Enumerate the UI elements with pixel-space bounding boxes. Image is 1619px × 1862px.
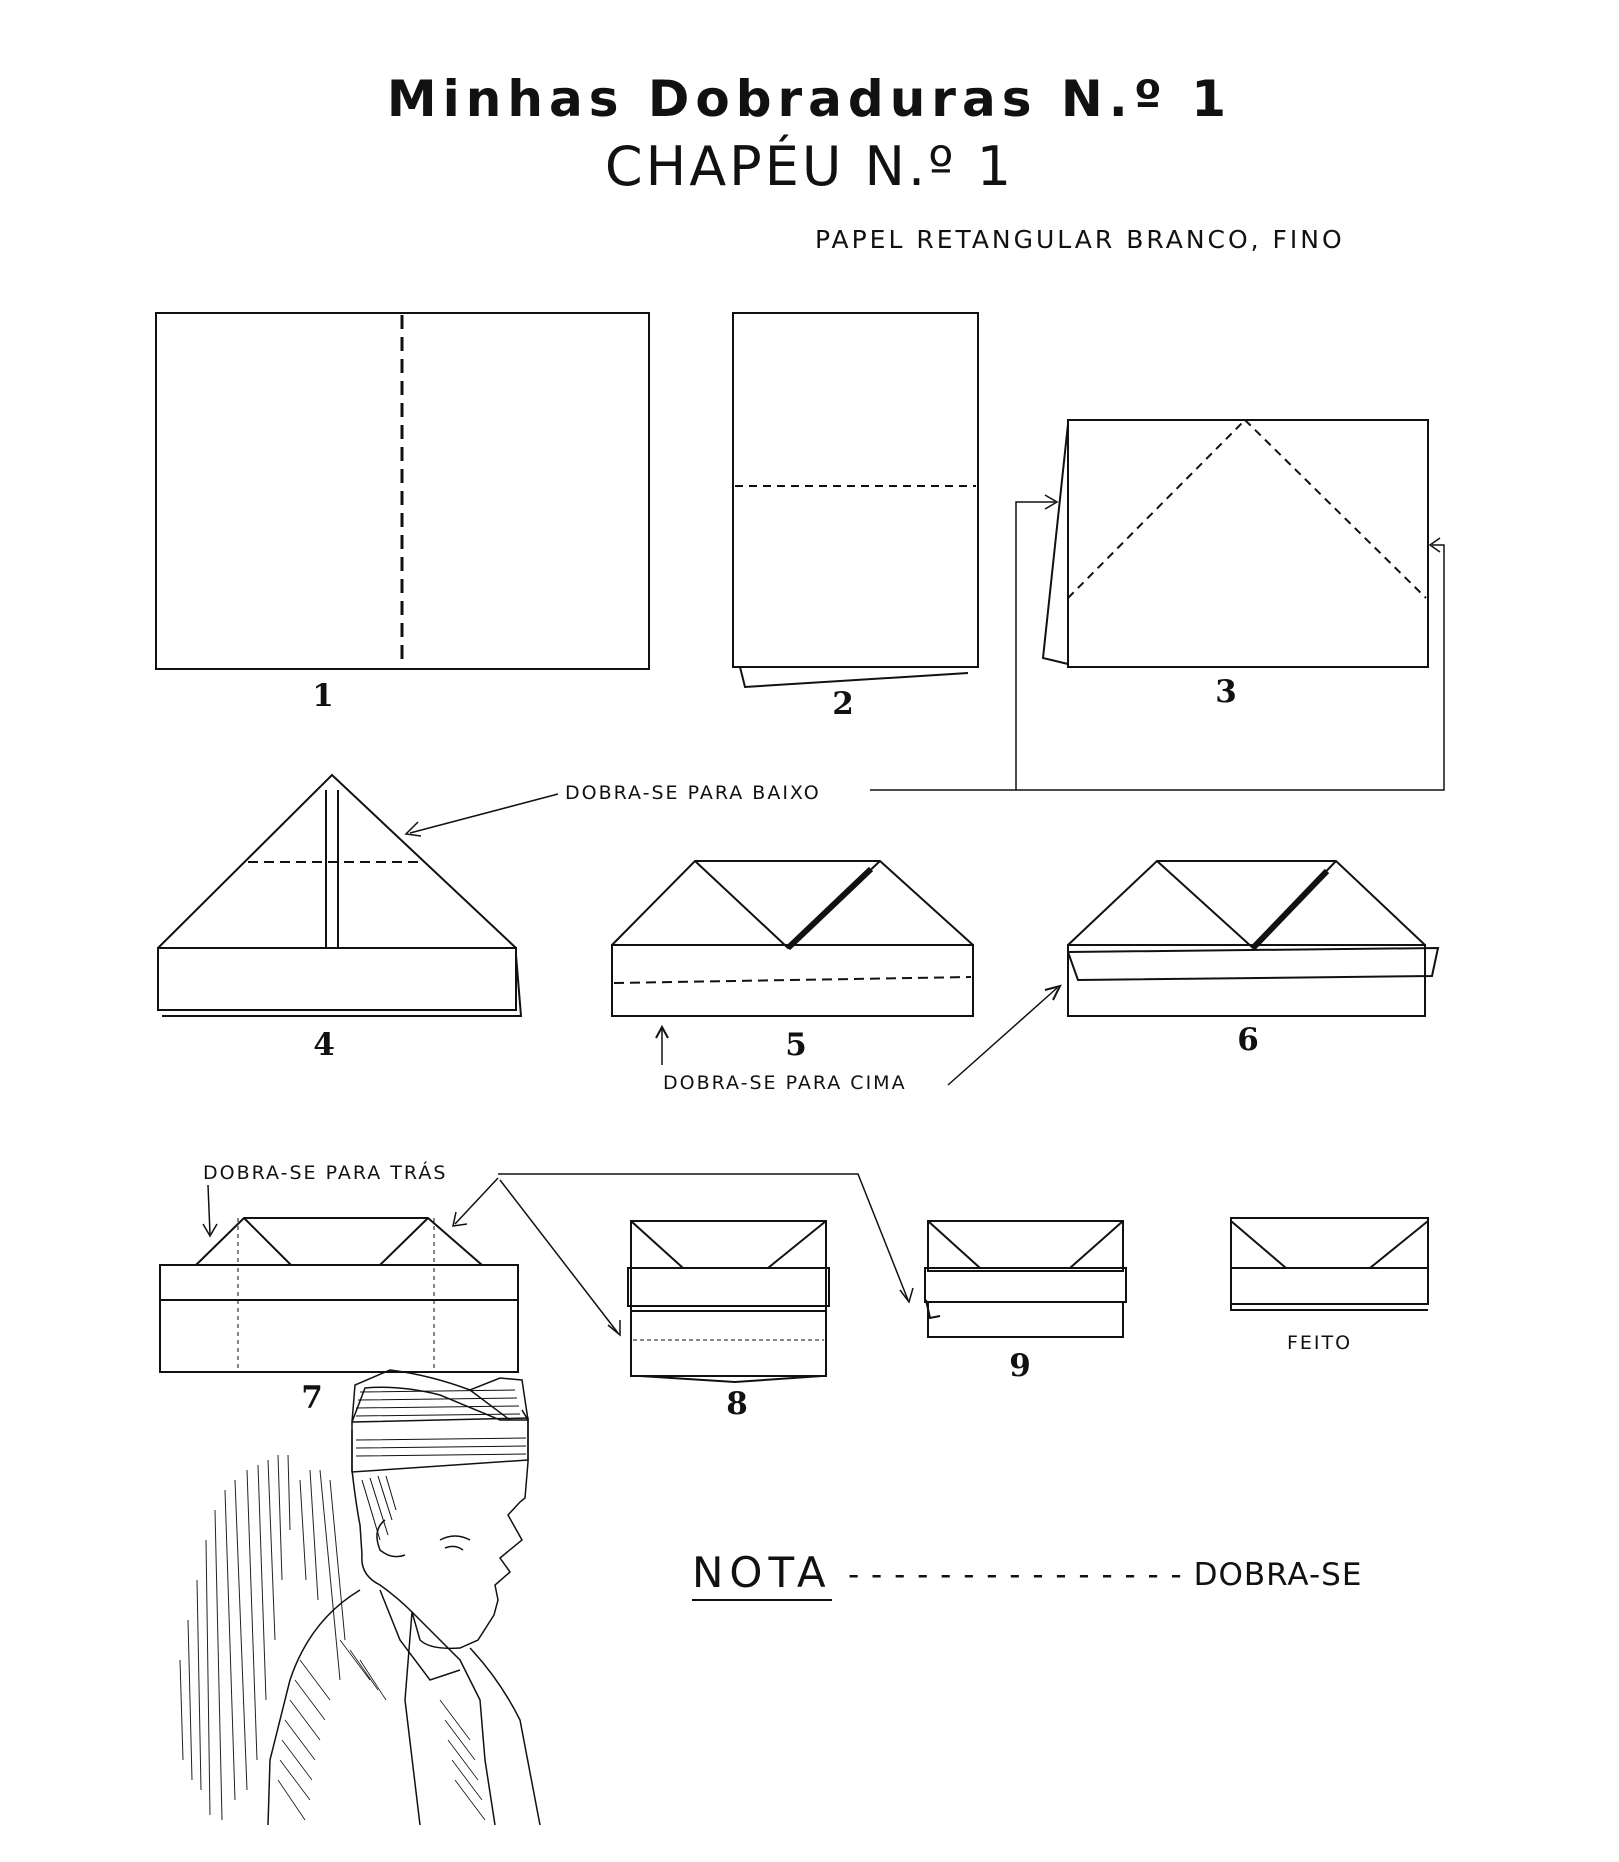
main-title: Minhas Dobraduras N.º 1 [386,70,1233,128]
step-9-figure [925,1221,1126,1337]
fold-down-connector [406,495,1444,836]
step-5-figure [612,861,1060,1085]
step-7-figure [160,1218,518,1372]
sub-title: CHAPÉU N.º 1 [604,135,1015,198]
legend-dash-line [848,1557,1362,1593]
step-4-figure [158,775,521,1016]
step-1-figure [156,313,649,669]
fold-down-callout: DOBRA-SE PARA BAIXO [565,782,821,804]
done-figure [1231,1218,1428,1310]
boy-wearing-paper-hat-illustration [180,1370,540,1825]
step-label: 5 [785,1027,807,1063]
step-label: 7 [301,1380,323,1416]
step-label: 6 [1237,1022,1259,1058]
step-2-figure [733,313,978,687]
step-label: 9 [1009,1348,1031,1384]
fold-up-callout: DOBRA-SE PARA CIMA [663,1072,907,1094]
done-label: FEITO [1287,1332,1353,1354]
step-label: 8 [726,1386,748,1422]
fold-back-callout: DOBRA-SE PARA TRÁS [203,1162,448,1184]
step-label: 1 [312,678,334,714]
step-3-figure [1043,420,1428,667]
legend-dash-sample: - - - - - - - - - - - - - - - [848,1557,1183,1593]
legend-meaning: DOBRA-SE [1193,1557,1363,1593]
step-label: 4 [313,1027,335,1063]
paper-note: PAPEL RETANGULAR BRANCO, FINO [815,225,1345,254]
step-6-figure [1068,861,1438,1016]
legend-note-word: NOTA [692,1548,832,1601]
step-label: 2 [832,686,854,722]
step-label: 3 [1215,674,1237,710]
step-8-figure [628,1221,829,1382]
